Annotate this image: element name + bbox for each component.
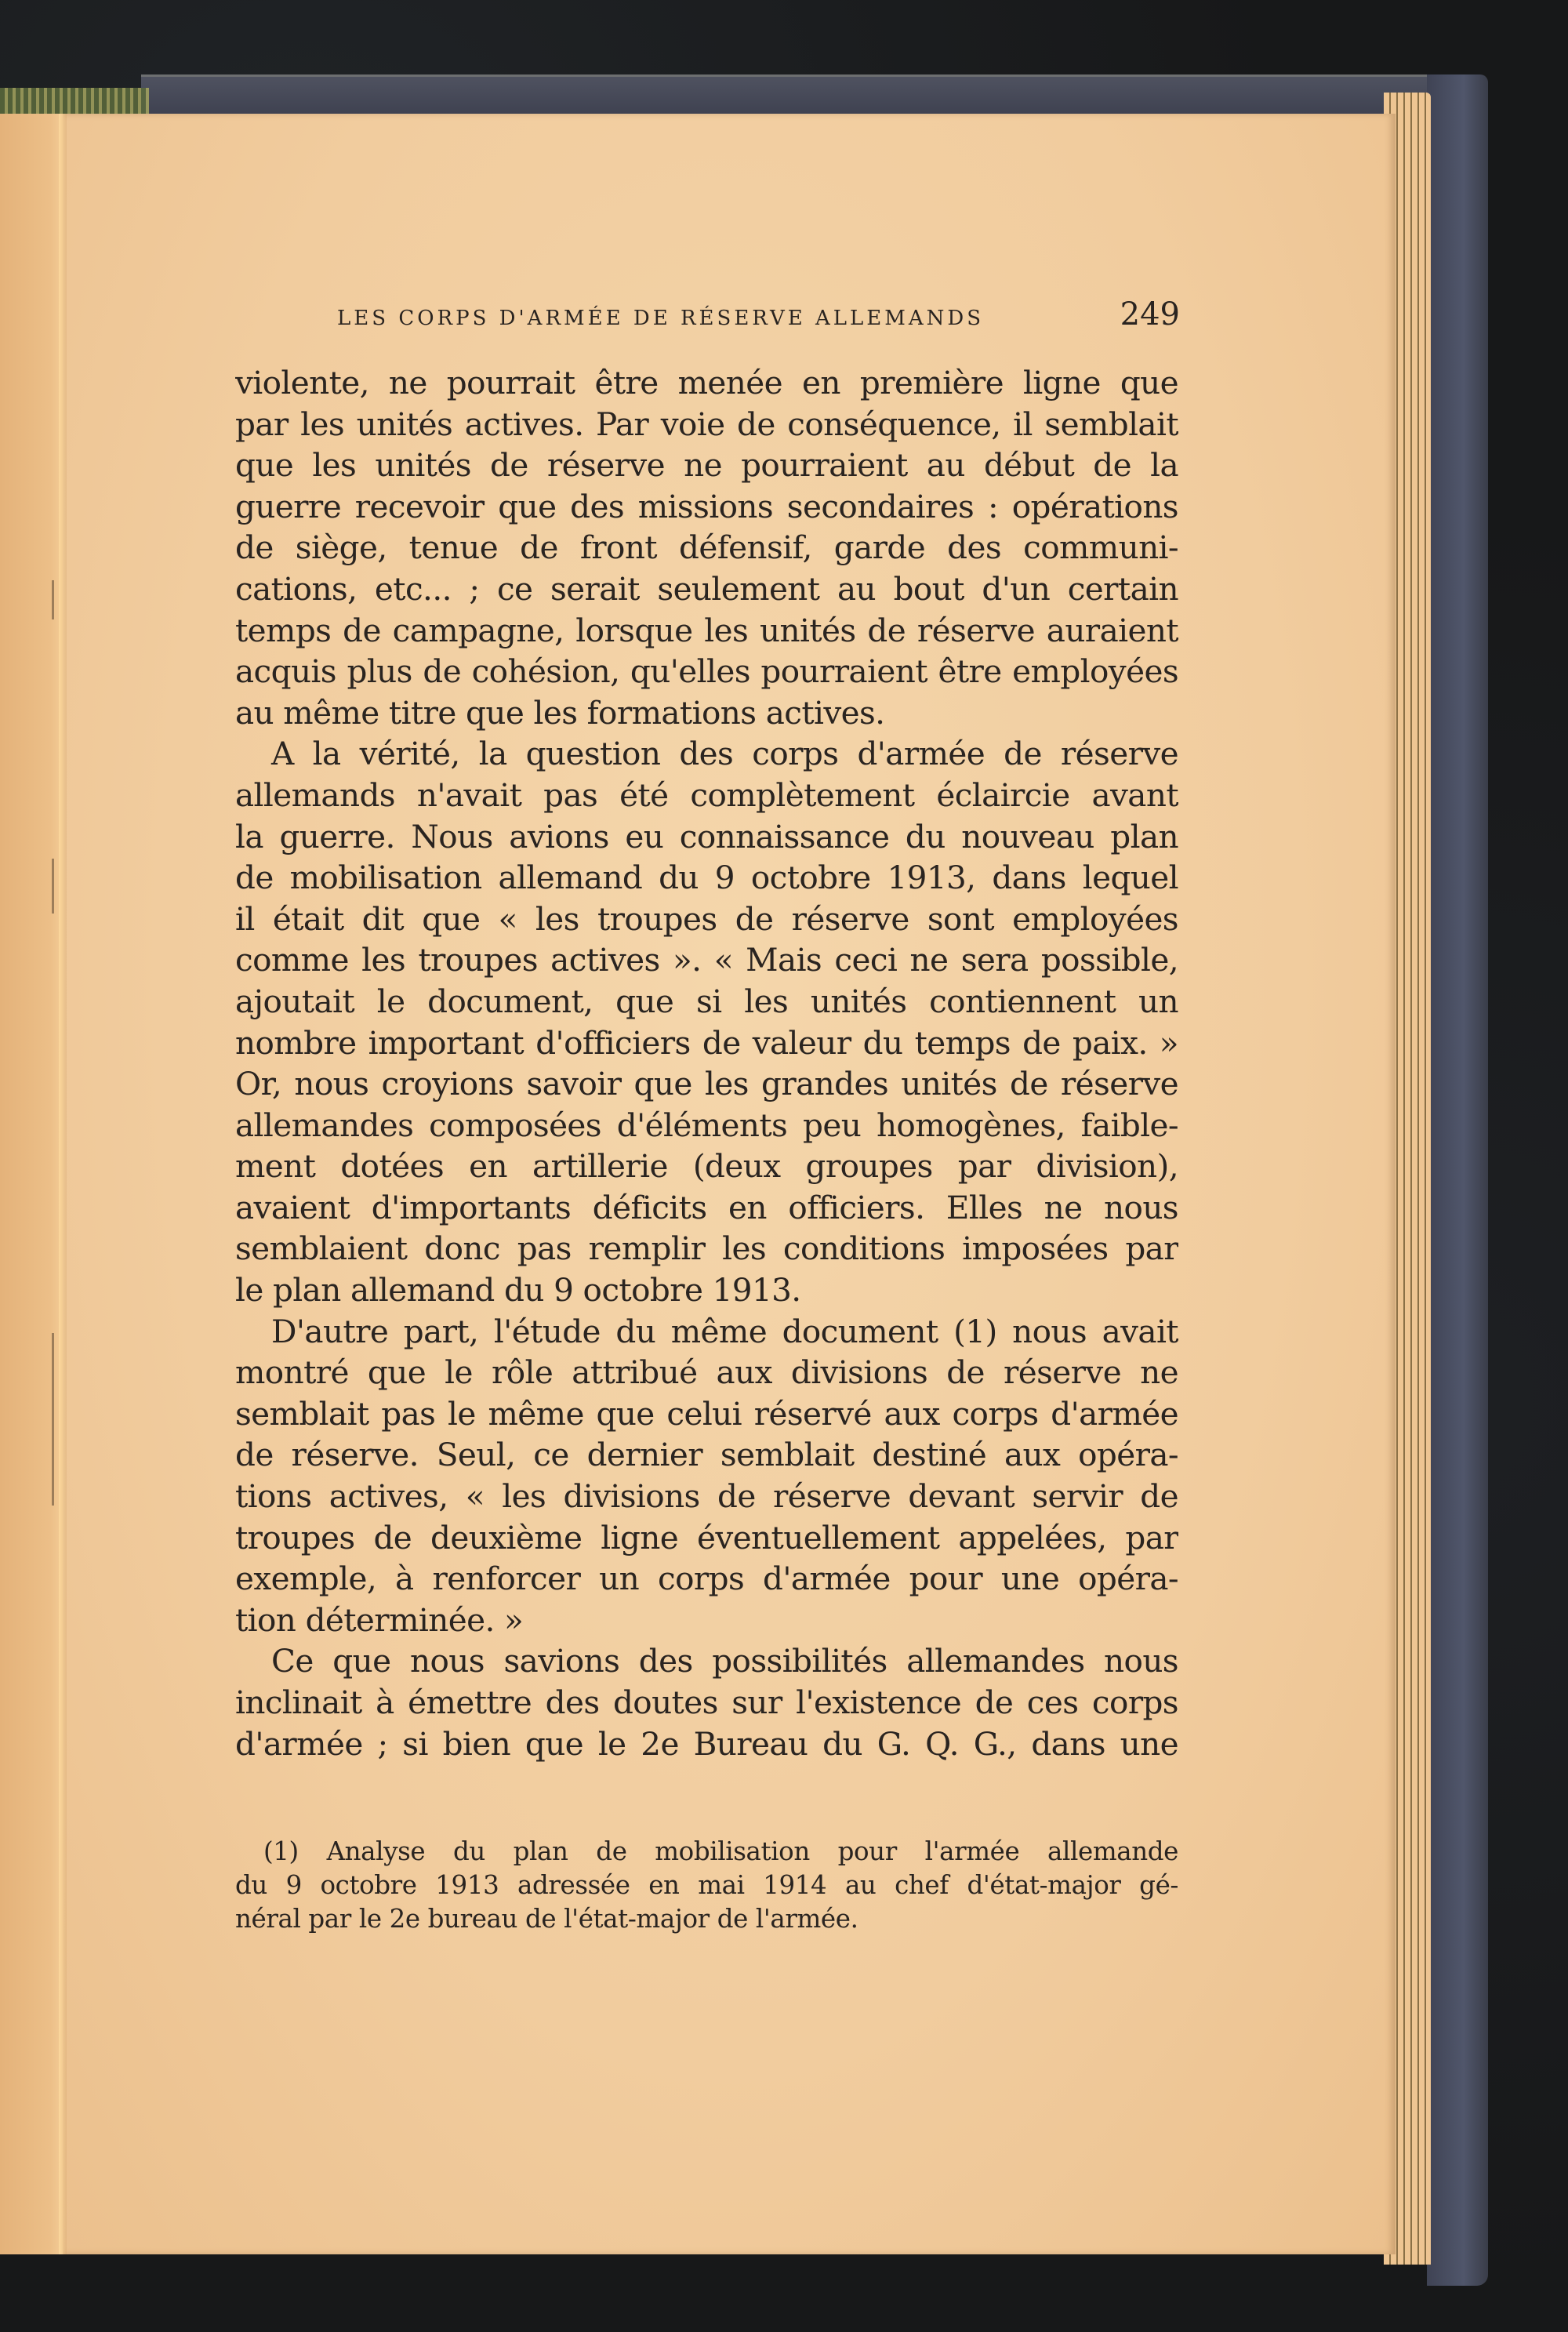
margin-mark: [52, 580, 54, 619]
text-line: comme les troupes actives ». « Mais ceci ne sera possible,: [235, 941, 1178, 979]
facing-left-page: [0, 114, 63, 2254]
book-cover-right-edge: [1427, 74, 1488, 2286]
text-line: inclinait à émettre des doutes sur l'existence de ces corps: [235, 1684, 1178, 1721]
footnote-line: du 9 octobre 1913 adressée en mai 1914 au chef d'état-major gé-: [235, 1870, 1178, 1900]
text-line: de mobilisation allemand du 9 octobre 1913, dans lequel: [235, 859, 1178, 897]
text-line: acquis plus de cohésion, qu'elles pourraient être employées: [235, 652, 1178, 691]
text-line: ajoutait le document, que si les unités contiennent un: [235, 982, 1178, 1020]
text-line: avaient d'importants déficits en officiers. Elles ne nous: [235, 1188, 1178, 1226]
text-line: troupes de deuxième ligne éventuellement appelées, par: [235, 1518, 1178, 1556]
text-line: Ce que nous savions des possibilités allemandes nous: [271, 1642, 1178, 1680]
text-line: tions actives, « les divisions de réserve devant servir de: [235, 1477, 1178, 1516]
text-line: semblait pas le même que celui réservé aux corps d'armée: [235, 1394, 1178, 1433]
text-line: guerre recevoir que des missions secondaires : opérations: [235, 487, 1178, 525]
footnote: [235, 1835, 1178, 1936]
text-line: que les unités de réserve ne pourraient au début de la: [235, 446, 1178, 485]
margin-mark: [52, 1333, 54, 1506]
running-title: LES CORPS D'ARMÉE DE RÉSERVE ALLEMANDS: [337, 307, 985, 330]
text-line: tion déterminée. »: [235, 1600, 524, 1639]
footnote-line: néral par le 2e bureau de l'état-major de l'armée.: [235, 1904, 858, 1934]
running-head: [337, 296, 1180, 332]
body-text: [235, 362, 1178, 1764]
text-line: au même titre que les formations actives.: [235, 693, 885, 732]
text-line: allemands n'avait pas été complètement éclaircie avant: [235, 776, 1178, 814]
text-line: semblaient donc pas remplir les conditions imposées par: [235, 1230, 1178, 1268]
text-line: montré que le rôle attribué aux divisions de réserve ne: [235, 1353, 1178, 1392]
text-line: de siège, tenue de front défensif, garde des communi-: [235, 529, 1178, 567]
text-line: D'autre part, l'étude du même document (1) nous avait: [271, 1312, 1178, 1350]
text-line: le plan allemand du 9 octobre 1913.: [235, 1271, 801, 1309]
text-line: il était dit que « les troupes de réserve sont employées: [235, 899, 1178, 938]
page-gutter: [59, 114, 67, 2254]
text-line: de réserve. Seul, ce dernier semblait destiné aux opéra-: [235, 1436, 1178, 1474]
text-line: cations, etc... ; ce serait seulement au bout d'un certain: [235, 569, 1178, 608]
text-line: nombre important d'officiers de valeur du temps de paix. »: [235, 1023, 1178, 1062]
margin-mark: [52, 859, 54, 914]
text-line: A la vérité, la question des corps d'armée de réserve: [271, 735, 1178, 773]
text-line: violente, ne pourrait être menée en première ligne que: [235, 364, 1178, 401]
text-line: d'armée ; si bien que le 2e Bureau du G. Q. G., dans une: [235, 1724, 1178, 1763]
text-line: allemandes composées d'éléments peu homogènes, faible-: [235, 1106, 1178, 1144]
text-line: par les unités actives. Par voie de conséquence, il semblait: [235, 405, 1178, 443]
text-line: la guerre. Nous avions eu connaissance du nouveau plan: [235, 817, 1178, 855]
text-line: temps de campagne, lorsque les unités de réserve auraient: [235, 611, 1178, 649]
book-cover-top-edge: [141, 74, 1474, 116]
page-number: 249: [1120, 296, 1180, 332]
footnote-line: (1) Analyse du plan de mobilisation pour l'armée allemande: [263, 1836, 1178, 1866]
text-line: exemple, à renforcer un corps d'armée pour une opéra-: [235, 1560, 1178, 1598]
text-line: ment dotées en artillerie (deux groupes par division),: [235, 1147, 1178, 1186]
text-line: Or, nous croyions savoir que les grandes unités de réserve: [235, 1065, 1178, 1103]
